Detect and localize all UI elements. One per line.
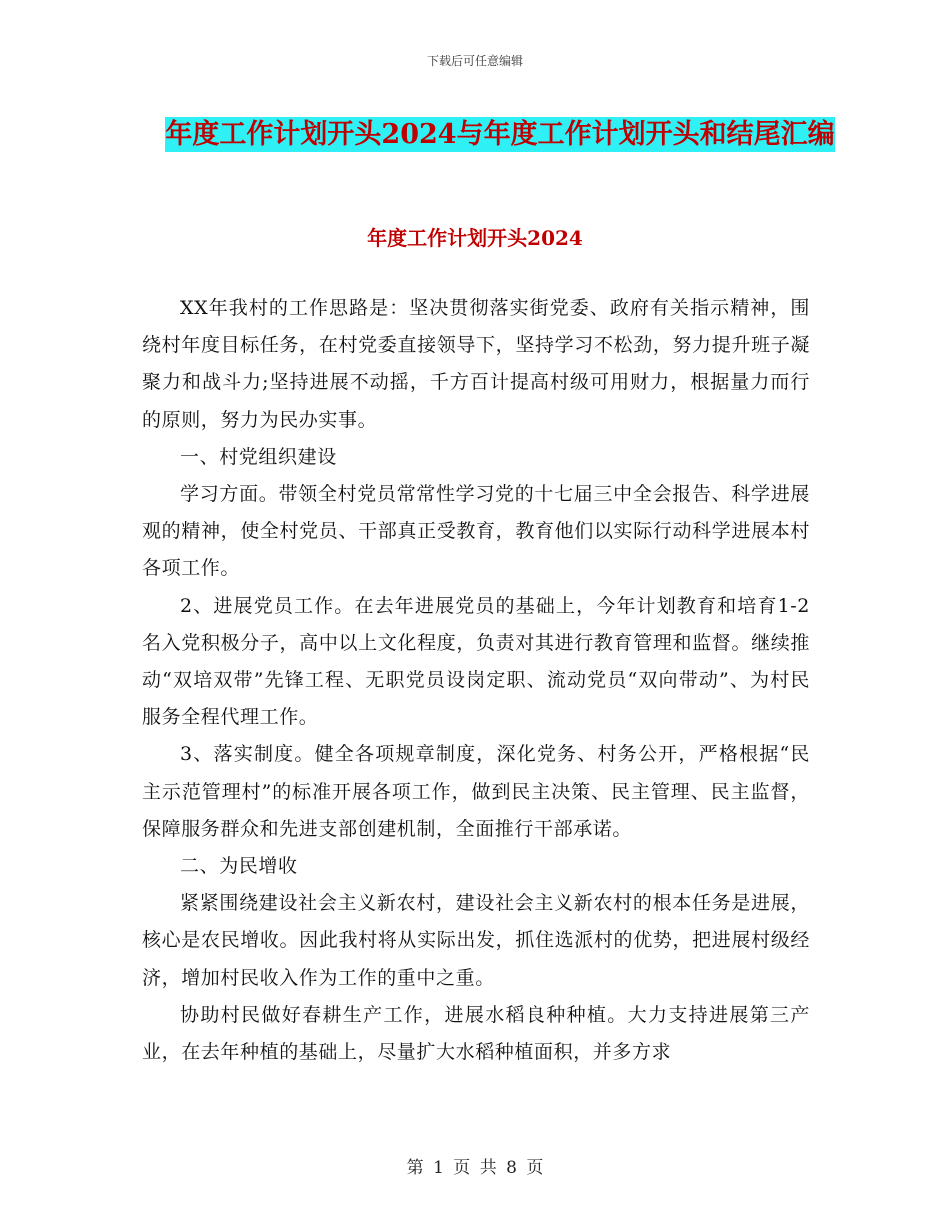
paragraph: 3、落实制度。健全各项规章制度，深化党务、村务公开，严格根据“民主示范管理村”的标准开展各项工作，做到民主决策、民主管理、民主监督，保障服务群众和先进支部创建机制，全面推行干部承诺。 — [142, 743, 810, 840]
document-title — [140, 112, 860, 158]
section-title: 年度工作计划开头2024 — [367, 226, 583, 250]
paragraph: XX年我村的工作思路是：坚决贯彻落实街党委、政府有关指示精神，围绕村年度目标任务，在村党委直接领导下，坚持学习不松劲，努力提升班子凝聚力和战斗力;坚持进展不动摇，千方百计提高村级可用财力，根据量力而行的原则，努力为民办实事。 — [142, 297, 810, 431]
document-title-text: 年度工作计划开头2024与年度工作计划开头和结尾汇编 — [165, 119, 835, 150]
page-header-note: 下载后可任意编辑 — [426, 54, 523, 68]
paragraph: 学习方面。带领全村党员常常性学习党的十七届三中全会报告、科学进展观的精神，使全村党员、干部真正受教育，教育他们以实际行动科学进展本村各项工作。 — [142, 483, 810, 580]
paragraph-heading: 二、为民增收 — [180, 855, 298, 878]
paragraph-heading: 一、村党组织建设 — [180, 445, 337, 468]
paragraph: 2、进展党员工作。在去年进展党员的基础上，今年计划教育和培育1-2名入党积极分子，高中以上文化程度，负责对其进行教育管理和监督。继续推动“双培双带”先锋工程、无职党员设岗定职、流动党员“双向带动”、为村民服务全程代理工作。 — [142, 594, 810, 729]
paragraph: 紧紧围绕建设社会主义新农村，建设社会主义新农村的根本任务是进展，核心是农民增收。因此我村将从实际出发，抓住选派村的优势，把进展村级经济，增加村民收入作为工作的重中之重。 — [142, 892, 810, 989]
page-number-footer: 第 1 页 共 8 页 — [406, 1158, 544, 1178]
document-body — [142, 290, 810, 1071]
paragraph: 协助村民做好春耕生产工作，进展水稻良种种植。大力支持进展第三产业，在去年种植的基础上，尽量扩大水稻种植面积，并多方求 — [142, 1003, 810, 1064]
